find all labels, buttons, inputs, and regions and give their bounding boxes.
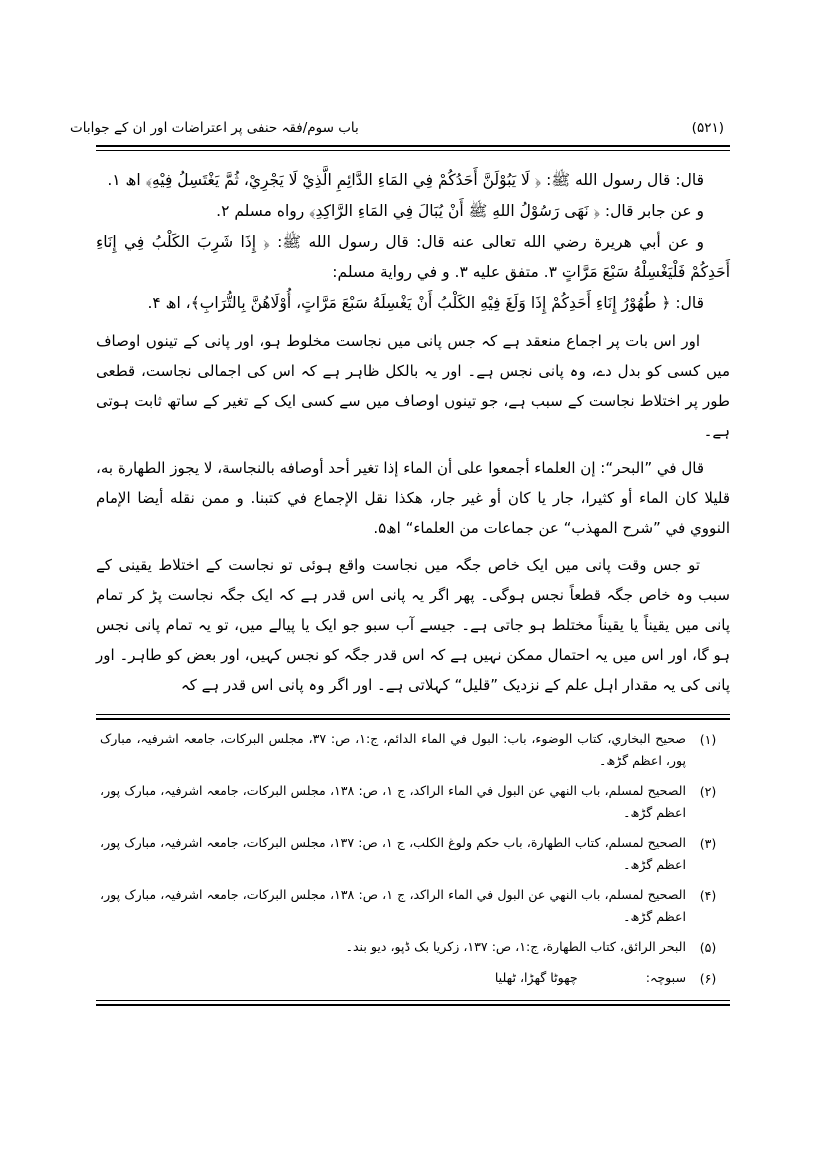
footnotes-section bbox=[96, 728, 730, 990]
footnote-row bbox=[96, 728, 730, 772]
footnote-row bbox=[96, 884, 730, 928]
footnote-number: (۴) bbox=[699, 887, 717, 903]
arabic-paragraph-3: و عن أبي هريرة رضي الله تعالى عنه قال: قال رسول الله ﷺ: ﴿ إِذَا شَرِبَ الكَلْبُ فِي إِنَاءِ أَحَدِكُمْ فَلْيَغْسِلْهُ سَبْعَ مَرَّاتٍ ۳. متفق عليه ۳. و في رواية مسلم: bbox=[96, 232, 730, 282]
arabic-paragraph-4: قال: ﴿ طُهُوْرُ إِنَاءِ أَحَدِكُمْ إِذَا وَلَغَ فِيْهِ الكَلْبُ أَنْ يَغْسِلَهُ سَبْعَ مَرَّاتٍ، أُوْلَاهُنَّ بِالتُّرَابِ﴾، اھ ۴. bbox=[147, 294, 704, 313]
body-content bbox=[96, 165, 730, 700]
footnote-number: (۱) bbox=[699, 731, 717, 747]
header-title: باب سوم/فقہ حنفی پر اعتراضات اور ان کے جوابات bbox=[70, 120, 359, 136]
footnote-text bbox=[96, 967, 686, 989]
footnote-text: الصحيح لمسلم، باب النهي عن البول في الماء الراكد، ج ۱، ص: ۱۳۸، مجلس البركات، جامعہ اشرفیہ، مبارک پور، اعظم گڑھ۔ bbox=[100, 782, 686, 820]
arabic-paragraph-2: و عن جابر قال: ﴿ نَهَى رَسُوْلُ اللهِ ﷺ أَنْ يُبَالَ فِي المَاءِ الرَّاكِدِ﴾ رواه مسلم ۲. bbox=[216, 201, 704, 220]
footnote-divider bbox=[96, 714, 730, 720]
footnote-text: الصحيح لمسلم، باب النهي عن البول في الماء الراكد، ج ۱، ص: ۱۳۸، مجلس البركات، جامعہ اشرفیہ، مبارک پور، اعظم گڑھ۔ bbox=[100, 886, 686, 924]
footnote-number: (۵) bbox=[699, 939, 717, 955]
page-number: (۵۲۱) bbox=[691, 120, 724, 136]
footnote-row bbox=[96, 967, 730, 990]
footnote-term-gloss: چھوٹا گھڑا، ٹھلیا bbox=[494, 969, 578, 985]
page-header bbox=[70, 120, 730, 143]
urdu-paragraph-2: تو جس وقت پانی میں ایک خاص جگہ میں نجاست واقع ہوئی تو نجاست کے اختلاط یقینی کے سبب وہ خاص جگہ قطعاً نجس ہوگی۔ پھر اگر یہ پانی اس قدر ہے کہ ایک جگہ نجاست پڑ کر تمام پانی میں یقیناً یا یقیناً مختلط ہو جاتی ہے۔ جیسے آب سبو جو ایک یا پیالے میں، تو یہ تمام پانی نجس ہو گا، اور اس میں یہ احتمال ممکن نہیں ہے کہ اس قدر جگہ کو نجس کہیں، اور بعض کو طاہر۔ اور پانی کی یہ مقدار اہل علم کے نزدیک ”قلیل“ کہلاتی ہے۔ اور اگر وہ پانی اس قدر ہے کہ bbox=[96, 555, 730, 694]
footnote-text: الصحيح لمسلم، كتاب الطهارة، باب حكم ولوغ الكلب، ج ۱، ص: ۱۳۷، مجلس البركات، جامعہ اشرفیہ، مبارک پور، اعظم گڑھ۔ bbox=[100, 834, 686, 872]
footnote-number: (۲) bbox=[699, 783, 717, 799]
footnote-number: (۶) bbox=[699, 970, 717, 986]
header-divider bbox=[96, 145, 730, 151]
footnote-term-label: سبوچہ: bbox=[645, 969, 686, 985]
footnote-row bbox=[96, 780, 730, 824]
page-bottom-divider bbox=[96, 1000, 730, 1006]
footnote-text: صحيح البخاري، كتاب الوضوء، باب: البول في الماء الدائم، ج:۱، ص: ۳۷، مجلس البركات، جامعہ اشرفیہ، مبارک پور، اعظم گڑھ۔ bbox=[100, 730, 686, 768]
footnote-text: البحر الرائق، كتاب الطهارة، ج:۱، ص: ۱۳۷، زكريا بک ڈپو، دیو بند۔ bbox=[345, 938, 686, 954]
arabic-paragraph-1: قال: قال رسول الله ﷺ: ﴿ لَا يَبُوْلَنَّ أَحَدُكُمْ فِي المَاءِ الدَّائِمِ الَّذِيْ لَا يَجْرِيْ، ثُمَّ يَغْتَسِلُ فِيْهِ﴾ اھ ۱. bbox=[107, 170, 704, 189]
urdu-paragraph-1: اور اس بات پر اجماع منعقد ہے کہ جس پانی میں نجاست مخلوط ہو، اور پانی کے تینوں اوصاف میں کسی کو بدل دے، وہ پانی نجس ہے۔ اور یہ بالکل ظاہر ہے کہ اس کی اجمالی نجاست، قطعی طور پر اختلاط نجاست کے سبب ہے، جو تینوں اوصاف میں سے کسی ایک کے تغیر کے ساتھ ثابت ہوتی ہے۔ bbox=[96, 331, 730, 440]
footnote-row bbox=[96, 936, 730, 959]
footnote-number: (۳) bbox=[699, 835, 717, 851]
arabic-quote-bahr: قال في ”البحر“: إن العلماء أجمعوا على أن الماء إذا تغير أحد أوصافه بالنجاسة، لا يجوز الطهارة به، قليلا كان الماء أو كثيرا، جار يا كان أو غير جار، هكذا نقل الإجماع في كتبنا. و ممن نقله أيضا الإمام النووي في ”شرح المهذب“ عن جماعات من العلماء“ اھ۵. bbox=[96, 458, 730, 537]
footnote-row bbox=[96, 832, 730, 876]
